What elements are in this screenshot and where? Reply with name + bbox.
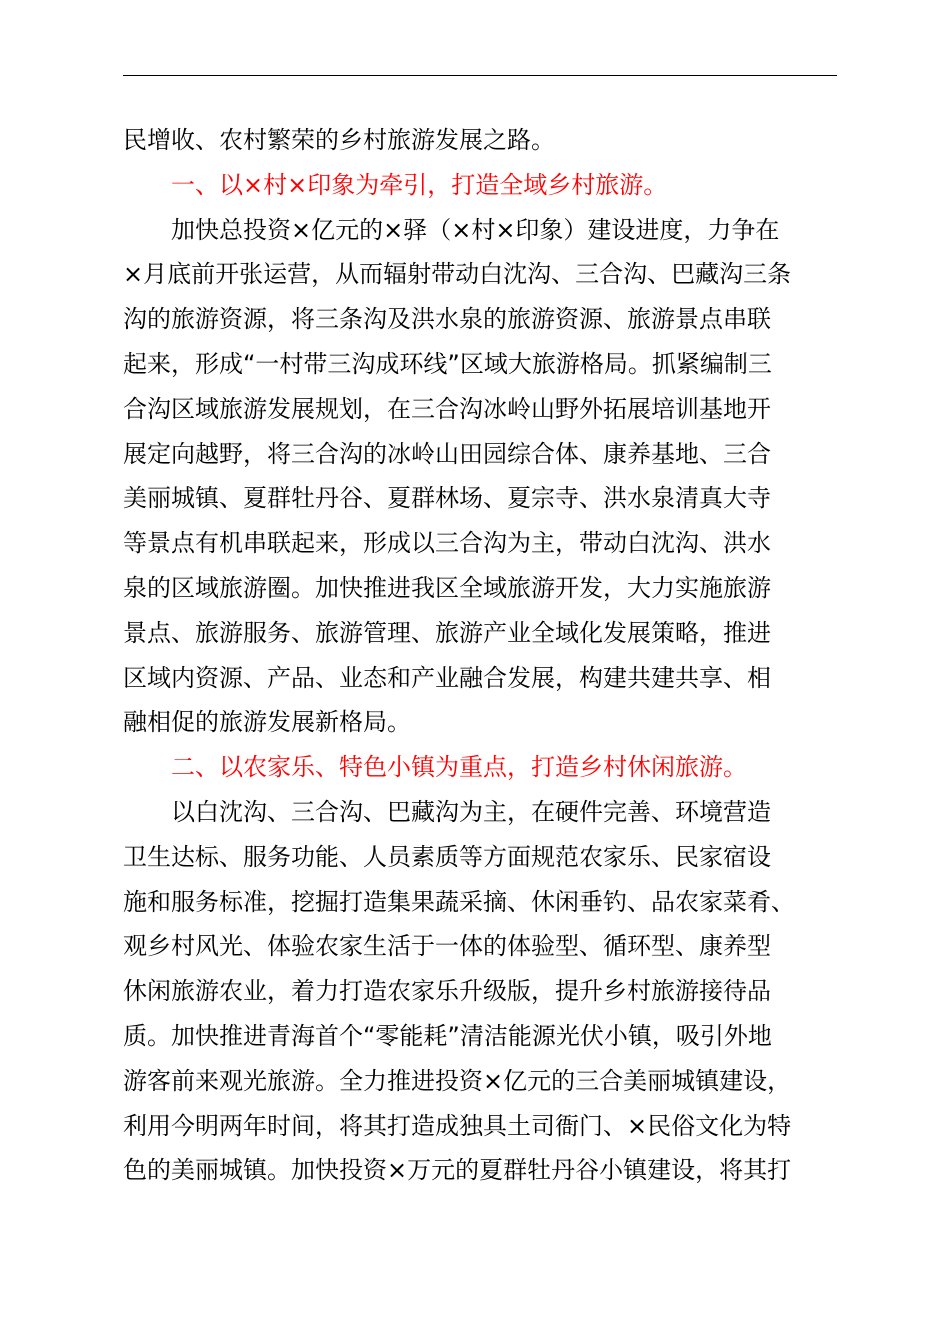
section-heading-2: 二、以农家乐、特色小镇为重点，打造乡村休闲旅游。 (171, 753, 747, 782)
paragraph-line: 观乡村风光、体验农家生活于一体的体验型、循环型、康养型 (123, 932, 771, 961)
paragraph-line: 等景点有机串联起来，形成以三合沟为主，带动白沈沟、洪水 (123, 529, 771, 558)
paragraph-line: 民增收、农村繁荣的乡村旅游发展之路。 (123, 126, 555, 154)
paragraph-line: ×月底前开张运营，从而辐射带动白沈沟、三合沟、巴藏沟三条 (123, 260, 792, 289)
paragraph-line: 沟的旅游资源，将三条沟及洪水泉的旅游资源、旅游景点串联 (123, 305, 771, 334)
paragraph-line: 融相促的旅游发展新格局。 (123, 708, 411, 737)
section-heading-1: 一、以×村×印象为牵引，打造全域乡村旅游。 (171, 170, 668, 199)
paragraph-line: 泉的区域旅游圈。加快推进我区全域旅游开发，大力实施旅游 (123, 573, 771, 602)
paragraph-line: 以白沈沟、三合沟、巴藏沟为主，在硬件完善、环境营造 (171, 797, 771, 826)
paragraph-line: 休闲旅游农业，着力打造农家乐升级版，提升乡村旅游接待品 (123, 977, 771, 1006)
paragraph-line: 卫生达标、服务功能、人员素质等方面规范农家乐、民家宿设 (123, 842, 771, 871)
paragraph-line: 色的美丽城镇。加快投资×万元的夏群牡丹谷小镇建设，将其打 (123, 1156, 792, 1185)
paragraph-line: 起来，形成“一村带三沟成环线”区域大旅游格局。抓紧编制三 (123, 349, 772, 378)
paragraph-line: 区域内资源、产品、业态和产业融合发展，构建共建共享、相 (123, 663, 771, 692)
paragraph-line: 利用今明两年时间，将其打造成独具土司衙门、×民俗文化为特 (123, 1111, 792, 1140)
paragraph-line: 质。加快推进青海首个“零能耗”清洁能源光伏小镇，吸引外地 (123, 1021, 772, 1050)
paragraph-line: 美丽城镇、夏群牡丹谷、夏群林场、夏宗寺、洪水泉清真大寺 (123, 484, 771, 513)
paragraph-line: 施和服务标准，挖掘打造集果蔬采摘、休闲垂钓、品农家菜肴、 (123, 887, 795, 916)
body-text (123, 118, 839, 1193)
paragraph-line: 景点、旅游服务、旅游管理、旅游产业全域化发展策略，推进 (123, 618, 771, 647)
paragraph-line: 合沟区域旅游发展规划，在三合沟冰岭山野外拓展培训基地开 (123, 394, 771, 423)
paragraph-line: 加快总投资×亿元的×驿（×村×印象）建设进度，力争在 (171, 215, 780, 244)
header-rule (123, 75, 837, 76)
paragraph-line: 游客前来观光旅游。全力推进投资×亿元的三合美丽城镇建设， (123, 1066, 792, 1095)
paragraph-line: 展定向越野，将三合沟的冰岭山田园综合体、康养基地、三合 (123, 439, 771, 468)
